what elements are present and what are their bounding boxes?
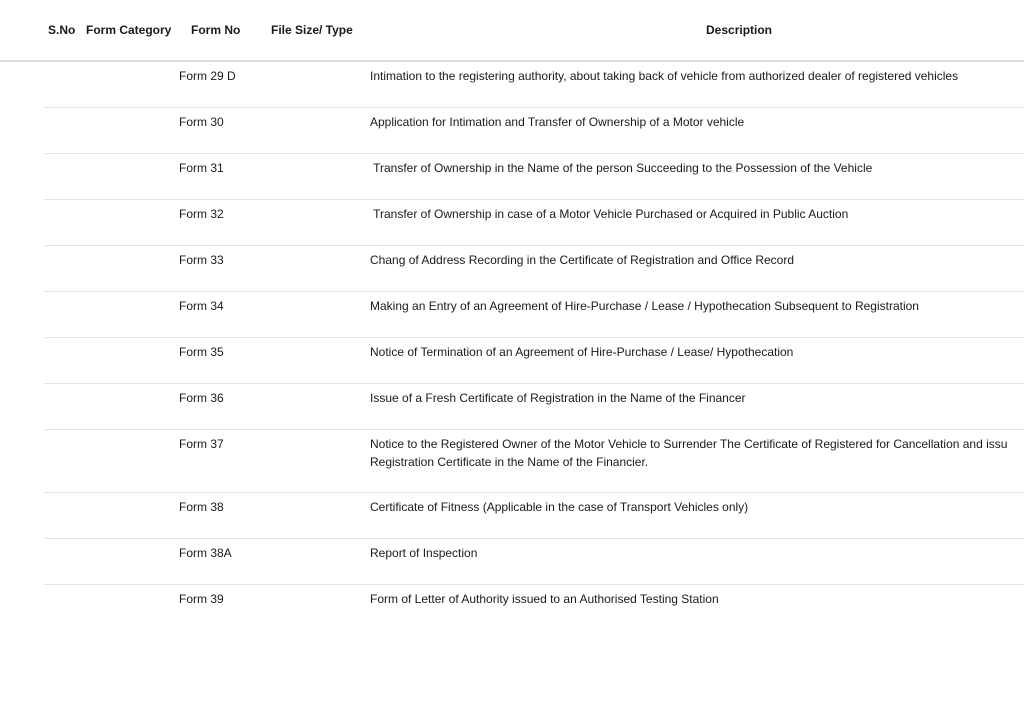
header-form-category: Form Category	[86, 23, 172, 37]
description-cell: Notice of Termination of an Agreement of Hire-Purchase / Lease/ Hypothecation	[370, 345, 794, 359]
form-no-cell: Form 38A	[179, 546, 232, 560]
description-cell: Notice to the Registered Owner of the Motor Vehicle to Surrender The Certificate of Registered for Cancellation and issu Registration Certificate in the Name of the Financier.	[370, 437, 1008, 469]
description-cell: Transfer of Ownership in the Name of the person Succeeding to the Possession of the Vehicle	[370, 161, 873, 175]
table-row	[44, 246, 1024, 292]
description-cell: Making an Entry of an Agreement of Hire-Purchase / Lease / Hypothecation Subsequent to Registration	[370, 299, 919, 313]
table-body	[44, 62, 1024, 631]
table-row	[44, 493, 1024, 539]
form-no-cell: Form 29 D	[179, 69, 236, 83]
table-row	[44, 108, 1024, 154]
form-no-cell: Form 38	[179, 500, 224, 514]
description-cell: Intimation to the registering authority, about taking back of vehicle from authorized dealer of registered vehicles	[370, 69, 959, 83]
form-no-cell: Form 33	[179, 253, 224, 267]
table-header	[0, 0, 1024, 62]
description-cell: Issue of a Fresh Certificate of Registration in the Name of the Financer	[370, 391, 746, 405]
form-no-cell: Form 30	[179, 115, 224, 129]
table-row	[44, 539, 1024, 585]
description-cell: Report of Inspection	[370, 546, 478, 560]
description-cell: Chang of Address Recording in the Certificate of Registration and Office Record	[370, 253, 795, 267]
header-description: Description	[706, 23, 773, 37]
table-row	[44, 430, 1024, 493]
form-no-cell: Form 31	[179, 161, 224, 175]
table-row	[44, 585, 1024, 631]
form-no-cell: Form 32	[179, 207, 224, 221]
table-row	[44, 200, 1024, 246]
table-row	[44, 384, 1024, 430]
table-row	[44, 154, 1024, 200]
form-no-cell: Form 36	[179, 391, 224, 405]
form-no-cell: Form 39	[179, 592, 224, 606]
form-no-cell: Form 34	[179, 299, 224, 313]
table-row	[44, 338, 1024, 384]
form-no-cell: Form 37	[179, 437, 224, 451]
form-no-cell: Form 35	[179, 345, 224, 359]
description-cell: Application for Intimation and Transfer of Ownership of a Motor vehicle	[370, 115, 745, 129]
header-form-no: Form No	[191, 23, 241, 37]
description-cell: Form of Letter of Authority issued to an Authorised Testing Station	[370, 592, 719, 606]
header-sno: S.No	[48, 23, 76, 37]
description-cell: Certificate of Fitness (Applicable in the case of Transport Vehicles only)	[370, 500, 749, 514]
table-row	[44, 62, 1024, 108]
description-cell: Transfer of Ownership in case of a Motor Vehicle Purchased or Acquired in Public Auction	[370, 207, 849, 221]
header-file-size-type: File Size/ Type	[271, 23, 353, 37]
table-row	[44, 292, 1024, 338]
